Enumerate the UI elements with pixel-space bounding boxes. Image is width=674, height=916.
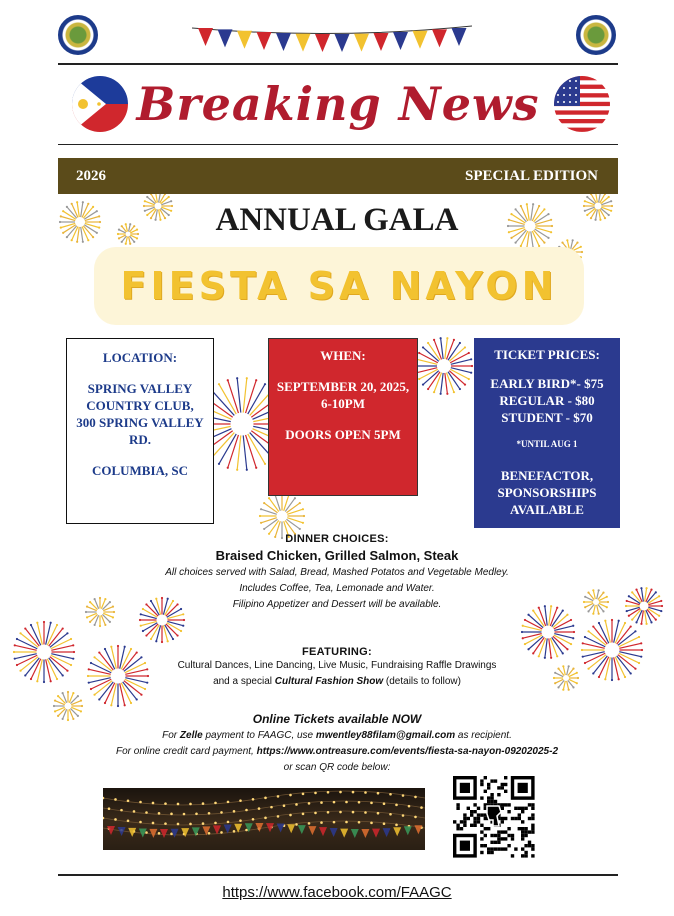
location-label: LOCATION: — [102, 350, 178, 365]
when-label: WHEN: — [320, 348, 366, 363]
early-bird-note: *UNTIL AUG 1 — [516, 439, 578, 449]
featuring-line-2 — [0, 674, 674, 690]
when-box — [268, 338, 418, 496]
when-date: SEPTEMBER 20, 2025, 6-10PM — [276, 379, 410, 411]
featuring-heading: FEATURING: — [301, 646, 372, 658]
masthead-title: Breaking News — [136, 77, 540, 131]
event-name: FIESTA SA NAYON — [120, 264, 558, 308]
zelle-line — [0, 728, 674, 744]
sponsorship-note: BENEFACTOR, SPONSORSHIPS AVAILABLE — [497, 468, 597, 517]
dinner-choices: Braised Chicken, Grilled Salmon, Steak — [215, 548, 459, 563]
online-tickets-heading: Online Tickets available NOW — [252, 712, 422, 726]
facebook-link[interactable]: https://www.facebook.com/FAAGC — [222, 884, 452, 901]
event-name-banner — [94, 247, 584, 325]
ticket-url-link[interactable]: https://www.ontreasure.com/events/fiesta-sa-nayon-09202025-2 — [256, 746, 559, 757]
bunting-banner-icon — [192, 22, 472, 54]
card-pre: For online credit card payment, — [115, 746, 257, 757]
annual-gala-heading: ANNUAL GALA — [215, 202, 459, 238]
scan-line: or scan QR code below: — [283, 762, 391, 773]
dinner-heading: DINNER CHOICES: — [285, 533, 389, 545]
edition-band — [58, 158, 618, 194]
card-line — [0, 744, 674, 760]
featuring-section — [0, 646, 674, 690]
featuring-line-2-post: (details to follow) — [383, 676, 461, 687]
zelle-email[interactable]: mwentley88filam@gmail.com — [315, 730, 456, 741]
featuring-line-2-pre: and a special — [213, 676, 275, 687]
bottom-rule — [58, 874, 618, 876]
qr-code-icon[interactable] — [453, 776, 535, 858]
dinner-section — [0, 533, 674, 613]
zelle-post: as recipient. — [455, 730, 512, 741]
ticket-prices-box — [474, 338, 620, 528]
location-box — [66, 338, 214, 524]
zelle-pre: For — [162, 730, 180, 741]
footer — [0, 884, 674, 902]
org-seal-right-icon — [576, 15, 616, 55]
venue-photo — [103, 788, 425, 850]
dinner-line-2: Includes Coffee, Tea, Lemonade and Water. — [239, 583, 435, 594]
zelle-label: Zelle — [179, 730, 203, 741]
price-regular: REGULAR - $80 — [499, 393, 595, 408]
location-venue: SPRING VALLEY COUNTRY CLUB, 300 SPRING VALLEY RD. — [76, 381, 204, 447]
fashion-show-label: Cultural Fashion Show — [274, 676, 384, 687]
featuring-line-1: Cultural Dances, Line Dancing, Live Music, Fundraising Raffle Drawings — [177, 660, 497, 671]
dinner-line-3: Filipino Appetizer and Dessert will be available. — [232, 599, 442, 610]
online-tickets-section — [0, 712, 674, 776]
mid-rule — [58, 144, 618, 145]
ticket-prices-label: TICKET PRICES: — [494, 347, 600, 362]
top-rule — [58, 63, 618, 65]
us-flag-icon — [554, 76, 610, 132]
philippine-flag-icon — [72, 76, 128, 132]
org-seal-left-icon — [58, 15, 98, 55]
zelle-mid: payment to FAAGC, use — [202, 730, 316, 741]
price-student: STUDENT - $70 — [501, 410, 593, 425]
price-early-bird: EARLY BIRD*- $75 — [490, 376, 604, 391]
doors-open: DOORS OPEN 5PM — [285, 427, 401, 442]
location-city: COLUMBIA, SC — [91, 463, 189, 478]
edition-year: 2026 — [76, 168, 106, 184]
dinner-line-1: All choices served with Salad, Bread, Mashed Potatos and Vegetable Medley. — [165, 567, 509, 578]
special-edition-label: SPECIAL EDITION — [465, 168, 598, 184]
